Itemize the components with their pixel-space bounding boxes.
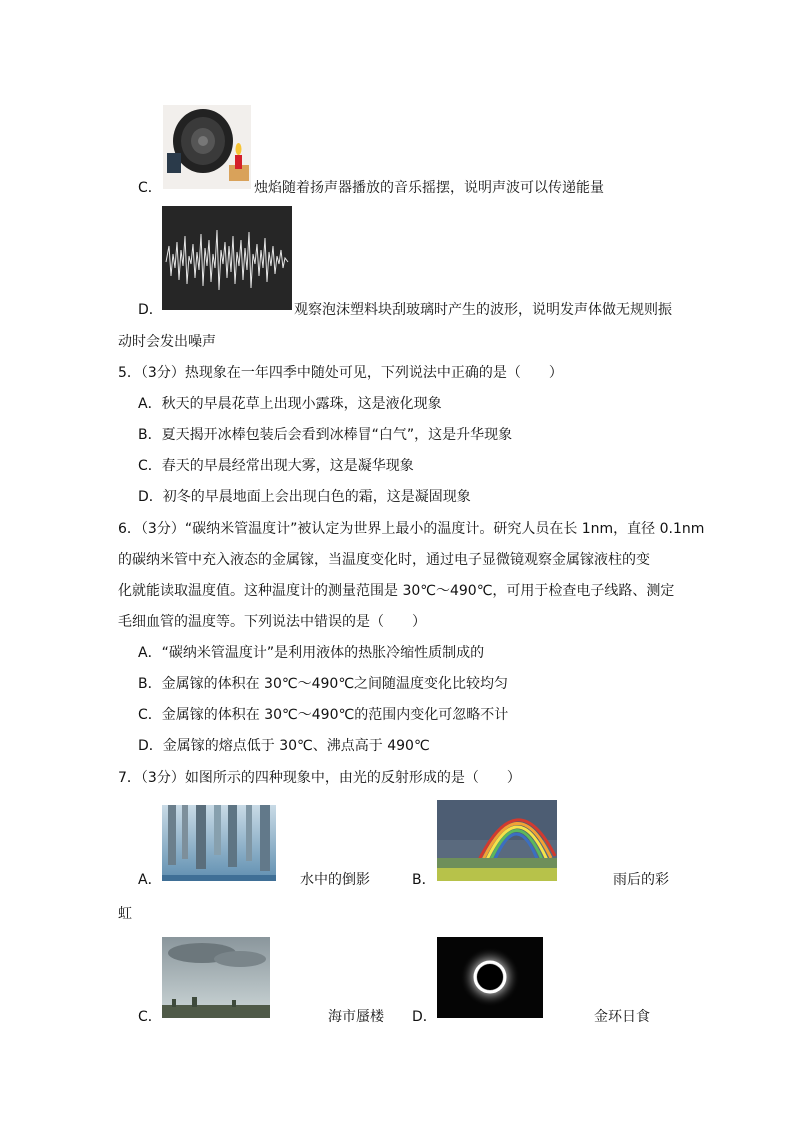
question-7-option-d-text: 金环日食	[594, 1009, 650, 1025]
question-5-stem: 5．（3分）热现象在一年四季中随处可见，下列说法中正确的是（ ）	[118, 365, 563, 381]
question-7-option-d-letter: D．	[412, 1009, 437, 1025]
question-5-option-a: A．秋天的早晨花草上出现小露珠，这是液化现象	[138, 396, 442, 412]
question-6-stem-line3: 化就能读取温度值。这种温度计的测量范围是 30℃～490℃，可用于检查电子线路、测定	[118, 583, 675, 599]
speaker-candle-image	[163, 105, 251, 189]
question-7-option-b-text-line1: 雨后的彩	[613, 872, 669, 888]
question-7-option-a-letter: A．	[138, 872, 162, 888]
option-d-letter: D．	[138, 302, 163, 318]
question-6-option-c: C．金属镓的体积在 30℃～490℃的范围内变化可忽略不计	[138, 707, 509, 723]
question-6-stem-line2: 的碳纳米管中充入液态的金属镓，当温度变化时，通过电子显微镜观察金属镓液柱的变	[118, 552, 650, 568]
waveform-image	[162, 206, 292, 310]
option-c-letter: C．	[138, 180, 162, 196]
mirage-image	[162, 937, 270, 1018]
question-6-stem-line4: 毛细血管的温度等。下列说法中错误的是（ ）	[118, 614, 426, 630]
rainbow-image	[437, 800, 557, 881]
reflection-image	[162, 805, 276, 881]
question-7-option-b-text-line2: 虹	[118, 906, 132, 922]
question-6-option-b: B．金属镓的体积在 30℃～490℃之间随温度变化比较均匀	[138, 676, 509, 692]
question-5-option-b: B．夏天揭开冰棒包装后会看到冰棒冒“白气”，这是升华现象	[138, 427, 513, 443]
question-7-option-c-letter: C．	[138, 1009, 162, 1025]
question-7-option-b-letter: B．	[412, 872, 436, 888]
question-7-option-a-text: 水中的倒影	[300, 872, 370, 888]
option-c-text: 烛焰随着扬声器播放的音乐摇摆，说明声波可以传递能量	[254, 180, 604, 196]
question-7-option-c-text: 海市蜃楼	[328, 1009, 384, 1025]
question-7-stem: 7．（3分）如图所示的四种现象中，由光的反射形成的是（ ）	[118, 770, 521, 786]
option-d-text-line2: 动时会发出噪声	[118, 334, 216, 350]
eclipse-image	[437, 937, 543, 1018]
question-6-option-d: D．金属镓的熔点低于 30℃、沸点高于 490℃	[138, 738, 430, 754]
question-6-option-a: A．“碳纳米管温度计”是利用液体的热胀冷缩性质制成的	[138, 645, 485, 661]
question-6-stem-line1: 6．（3分）“碳纳米管温度计”被认定为世界上最小的温度计。研究人员在长 1nm，直径 0.1nm	[118, 521, 705, 537]
question-5-option-c: C．春天的早晨经常出现大雾，这是凝华现象	[138, 458, 414, 474]
option-d-text-line1: 观察泡沫塑料块刮玻璃时产生的波形，说明发声体做无规则振	[294, 302, 672, 318]
question-5-option-d: D．初冬的早晨地面上会出现白色的霜，这是凝固现象	[138, 489, 471, 505]
